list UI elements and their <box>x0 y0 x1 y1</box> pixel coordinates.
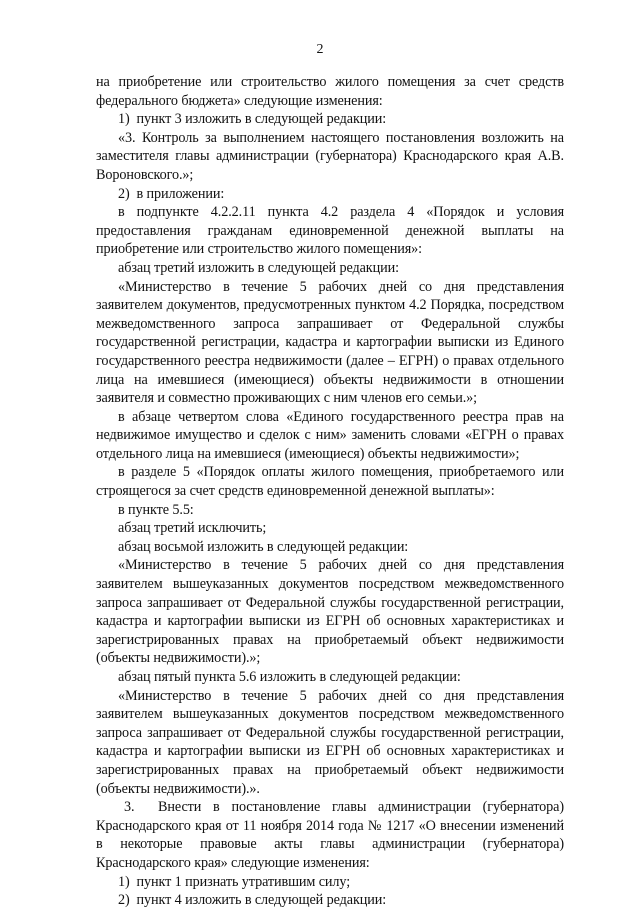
paragraph-quote-ministry-1: «Министерство в течение 5 рабочих дней со дня представления заявителем документов, предусмотренных пунктом 4.2 Порядка, посредством межведомственного запроса запрашивает от Федеральной службы государственной регистрации, кадастра и картографии выписки из Единого государственного реестра недвижимости (далее – ЕГРН) о правах отдельного лица на имевшиеся (имеющиеся) объекты недвижимости в отношении заявителя и совместно проживающих с ним членов его семьи.»; <box>96 278 564 407</box>
paragraph-item-3: 3. Внести в постановление главы администрации (губернатора) Краснодарского края от 11 ноября 2014 года № 1217 «О внесении изменений в некоторые правовые акты главы администрации (губернатора) Краснодарского края» следующие изменения: <box>96 799 564 871</box>
paragraph-abzac-fourth: в абзаце четвертом слова «Единого государственного реестра прав на недвижимое имущество и сделок с ним» заменить словами «ЕГРН о правах отдельного лица на имевшиеся (имеющиеся) объекты недвижимости»; <box>96 408 564 462</box>
paragraph-point-5-5: в пункте 5.5: <box>118 501 194 518</box>
paragraph-item-1: 1) пункт 3 изложить в следующей редакции: <box>118 111 387 128</box>
page-number: 2 <box>316 42 324 57</box>
paragraph-subpoint: в подпункте 4.2.2.11 пункта 4.2 раздела 4 «Порядок и условия предоставления гражданам единовременной денежной выплаты на приобретение или строительство жилого помещения»: <box>96 204 564 258</box>
paragraph-continuation: на приобретение или строительство жилого помещения за счет средств федерального бюджета» следующие изменения: <box>96 74 564 109</box>
paragraph-section-5: в разделе 5 «Порядок оплаты жилого помещения, приобретаемого или строящегося за счет средств единовременной денежной выплаты»: <box>96 464 564 500</box>
paragraph-item-2: 2) в приложении: <box>118 185 225 202</box>
paragraph-abzac-eighth: абзац восьмой изложить в следующей редакции: <box>118 538 409 555</box>
paragraph-quote-ministry-3: «Министерство в течение 5 рабочих дней со дня представления заявителем вышеуказанных документов посредством межведомственного запроса запрашивает от Федеральной службы государственной регистрации, кадастра и картографии выписки из ЕГРН об основных характеристиках и зарегистрированных правах на приобретаемый объект недвижимости (объекты недвижимости).». <box>96 687 564 797</box>
paragraph-quote-ministry-2: «Министерство в течение 5 рабочих дней со дня представления заявителем вышеуказанных документов посредством межведомственного запроса запрашивает от Федеральной службы государственной регистрации, кадастра и картографии выписки из ЕГРН об основных характеристиках и зарегистрированных правах на приобретаемый объект недвижимости (объекты недвижимости).»; <box>96 557 564 667</box>
document-body <box>96 73 564 910</box>
paragraph-sub-item-2: 2) пункт 4 изложить в следующей редакции: <box>118 892 387 909</box>
paragraph-abzac-third: абзац третий изложить в следующей редакции: <box>118 259 399 276</box>
paragraph-sub-item-1: 1) пункт 1 признать утратившим силу; <box>118 873 351 890</box>
paragraph-abzac-fifth: абзац пятый пункта 5.6 изложить в следующей редакции: <box>118 669 461 685</box>
paragraph-quote-control: «3. Контроль за выполнением настоящего постановления возложить на заместителя главы администрации (губернатора) Краснодарского края А.В. Вороновского.»; <box>96 129 564 183</box>
paragraph-abzac-third-exclude: абзац третий исключить; <box>118 520 267 537</box>
